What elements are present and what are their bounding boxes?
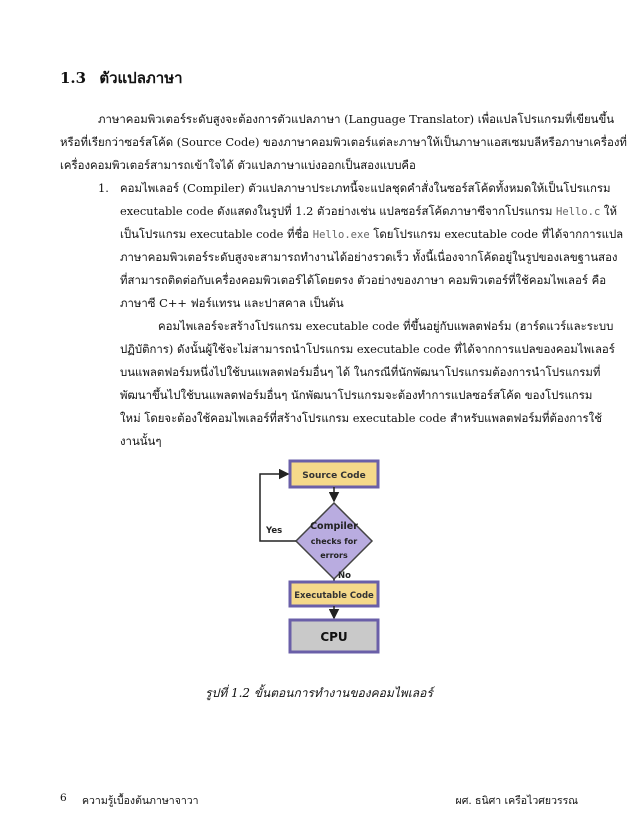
- filename-hello-exe: Hello.exe: [312, 229, 370, 241]
- item1-line-3-text-b: โดยโปรแกรม executable code ที่ได้จากการแปล: [369, 227, 624, 241]
- item1-para2-line-5: ใหม่ โดยจะต้องใช้คอมไพเลอร์ที่สร้างโปรแกรม executable code สำหรับแพลตฟอร์มที่ต้องการใช้: [120, 411, 602, 425]
- no-label: No: [338, 571, 351, 581]
- footer-author: ผศ. ธนิศา เครือไวศยวรรณ: [455, 795, 578, 807]
- filename-hello-c: Hello.c: [556, 206, 601, 218]
- footer-page-number: 6: [60, 792, 67, 804]
- item1-line-3: [120, 223, 623, 247]
- compiler-label-line-1: Compiler: [310, 521, 358, 532]
- intro-line-2: หรือที่เรียกว่าซอร์สโค้ด (Source Code) ของภาษาคอมพิวเตอร์แต่ละภาษาให้เป็นภาษาแอสเซมบลีหรือภาษาเครื่องที่: [60, 135, 627, 149]
- section-heading: [60, 66, 183, 90]
- source-code-label: Source Code: [302, 471, 366, 481]
- item1-para2-line-1: คอมไพเลอร์จะสร้างโปรแกรม executable code ที่ขึ้นอยู่กับแพลตฟอร์ม (ฮาร์ดแวร์และระบบ: [158, 319, 614, 333]
- figure-caption: รูปที่ 1.2 ขั้นตอนการทำงานของคอมไพเลอร์: [205, 686, 433, 700]
- section-number: 1.3: [60, 69, 87, 87]
- item1-line-2-text-a: executable code ดังแสดงในรูปที่ 1.2 ตัวอย่างเช่น แปลซอร์สโค้ดภาษาซีจากโปรแกรม: [120, 204, 557, 218]
- intro-line-3: เครื่องคอมพิวเตอร์สามารถเข้าใจได้ ตัวแปลภาษาแบ่งออกเป็นสองแบบคือ: [60, 158, 416, 172]
- item1-line-1: คอมไพเลอร์ (Compiler) ตัวแปลภาษาประเภทนี้จะแปลชุดคำสั่งในซอร์สโค้ดทั้งหมดให้เป็นโปรแกรม: [120, 181, 611, 195]
- item1-line-4: ภาษาคอมพิวเตอร์ระดับสูงจะสามารถทำงานได้อย่างรวดเร็ว ทั้งนี้เนื่องจากโค้ดอยู่ในรูปของเลขฐานสอง: [120, 250, 618, 264]
- footer-book-title: ความรู้เบื้องต้นภาษาจาวา: [82, 795, 199, 807]
- item1-line-2-text-b: ให้: [600, 204, 618, 218]
- item1-line-5: ที่สามารถติดต่อกับเครื่องคอมพิวเตอร์ได้โดยตรง ตัวอย่างของภาษา คอมพิวเตอร์ที่ใช้คอมไพเลอร์ คือ: [120, 273, 607, 287]
- section-title: ตัวแปลภาษา: [99, 69, 183, 87]
- executable-code-label: Executable Code: [294, 591, 374, 601]
- compiler-label-line-3: errors: [320, 551, 348, 560]
- item1-para2-line-6: งานนั้นๆ: [120, 434, 162, 448]
- item1-line-6: ภาษาซี C++ ฟอร์แทรน และปาสคาล เป็นต้น: [120, 296, 344, 310]
- compiler-label-line-2: checks for: [310, 537, 358, 546]
- yes-label: Yes: [266, 526, 283, 536]
- item1-para2-line-3: บนแพลตฟอร์มหนึ่งไปใช้บนแพลตฟอร์มอื่นๆ ได้ ในกรณีที่นักพัฒนาโปรแกรมต้องการนำโปรแกรมที่: [120, 365, 601, 379]
- cpu-label: CPU: [320, 630, 348, 644]
- intro-line-1: ภาษาคอมพิวเตอร์ระดับสูงจะต้องการตัวแปลภาษา (Language Translator) เพื่อแปลโปรแกรมที่เขียนขึ้น: [98, 112, 615, 126]
- compiler-flowchart: [250, 455, 390, 665]
- list-item-number: 1.: [98, 181, 109, 195]
- item1-line-2: [120, 200, 617, 224]
- item1-para2-line-2: ปฏิบัติการ) ดังนั้นผู้ใช้จะไม่สามารถนำโปรแกรม executable code ที่ได้จากการแปลของคอมไพเลอร์: [120, 342, 615, 356]
- item1-para2-line-4: พัฒนาขึ้นไปใช้บนแพลตฟอร์มอื่นๆ นักพัฒนาโปรแกรมจะต้องทำการแปลซอร์สโค้ด ของโปรแกรม: [120, 388, 593, 402]
- item1-line-3-text-a: เป็นโปรแกรม executable code ที่ชื่อ: [120, 227, 313, 241]
